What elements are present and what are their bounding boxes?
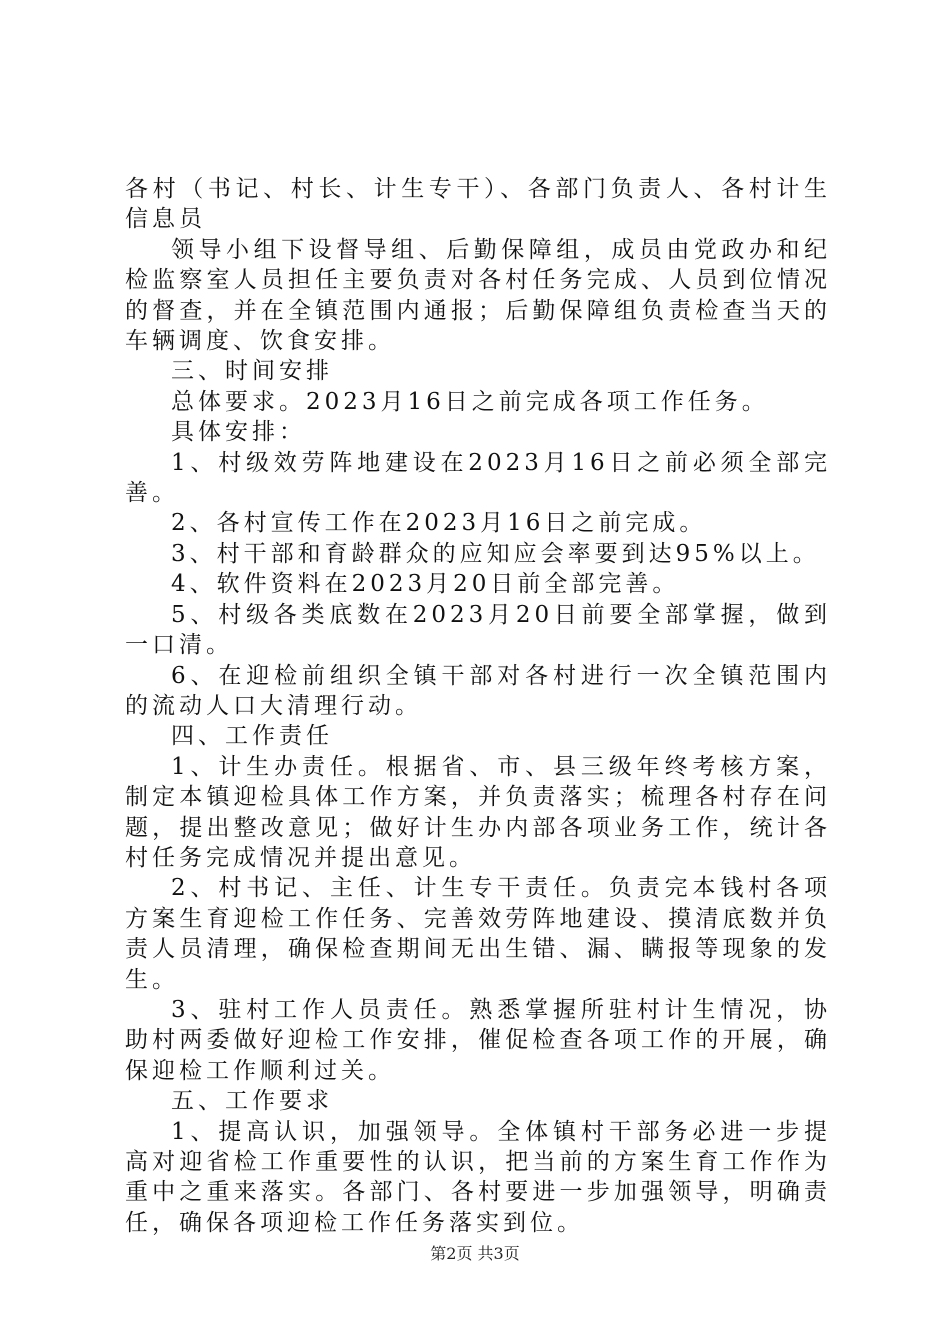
list-item-schedule-3: 3、村干部和育龄群众的应知应会率要到达95%以上。: [171, 540, 820, 567]
page-number-footer: 第2页 共3页: [430, 1244, 520, 1263]
document-body: [125, 174, 831, 1238]
section-heading-responsibilities: 四、工作责任: [171, 723, 333, 750]
list-item-schedule-1: 1、村级效劳阵地建设在2023月16日之前必须全部完善。: [125, 449, 831, 507]
list-item-schedule-5: 5、村级各类底数在2023月20日前要全部掌握，做到一口清。: [125, 601, 831, 659]
list-item-requirement-1: 1、提高认识，加强领导。全体镇村干部务必进一步提高对迎省检工作重要性的认识，把当前的方案生育工作作为重中之重来落实。各部门、各村要进一步加强领导，明确责任，确保各项迎检工作任务落实到位。: [125, 1118, 831, 1236]
list-item-responsibility-1: 1、计生办责任。根据省、市、县三级年终考核方案，制定本镇迎检具体工作方案，并负责落实；梳理各村存在问题，提出整改意见；做好计生办内部各项业务工作，统计各村任务完成情况并提出意见。: [125, 753, 831, 871]
section-heading-requirements: 五、工作要求: [171, 1088, 333, 1115]
paragraph-leadership-groups: 领导小组下设督导组、后勤保障组，成员由党政办和纪检监察室人员担任主要负责对各村任务完成、人员到位情况的督查，并在全镇范围内通报；后勤保障组负责检查当天的车辆调度、饮食安排。: [125, 236, 831, 355]
list-item-responsibility-3: 3、驻村工作人员责任。熟悉掌握所驻村计生情况，协助村两委做好迎检工作安排，催促检查各项工作的开展，确保迎检工作顺利过关。: [125, 996, 831, 1084]
list-item-schedule-4: 4、软件资料在2023月20日前全部完善。: [171, 571, 680, 598]
section-heading-schedule: 三、时间安排: [171, 358, 333, 385]
paragraph-attendees: 各村（书记、村长、计生专干）、各部门负责人、各村计生信息员: [125, 176, 831, 233]
paragraph-specific-arrangements: 具体安排：: [171, 419, 306, 446]
list-item-responsibility-2: 2、村书记、主任、计生专干责任。负责完本钱村各项方案生育迎检工作任务、完善效劳阵地建设、摸清底数并负责人员清理，确保检查期间无出生错、漏、瞒报等现象的发生。: [125, 875, 831, 993]
list-item-schedule-6: 6、在迎检前组织全镇干部对各村进行一次全镇范围内的流动人口大清理行动。: [125, 662, 831, 719]
paragraph-overall-requirement: 总体要求。2023月16日之前完成各项工作任务。: [171, 388, 769, 415]
list-item-schedule-2: 2、各村宣传工作在2023月16日之前完成。: [171, 510, 707, 537]
